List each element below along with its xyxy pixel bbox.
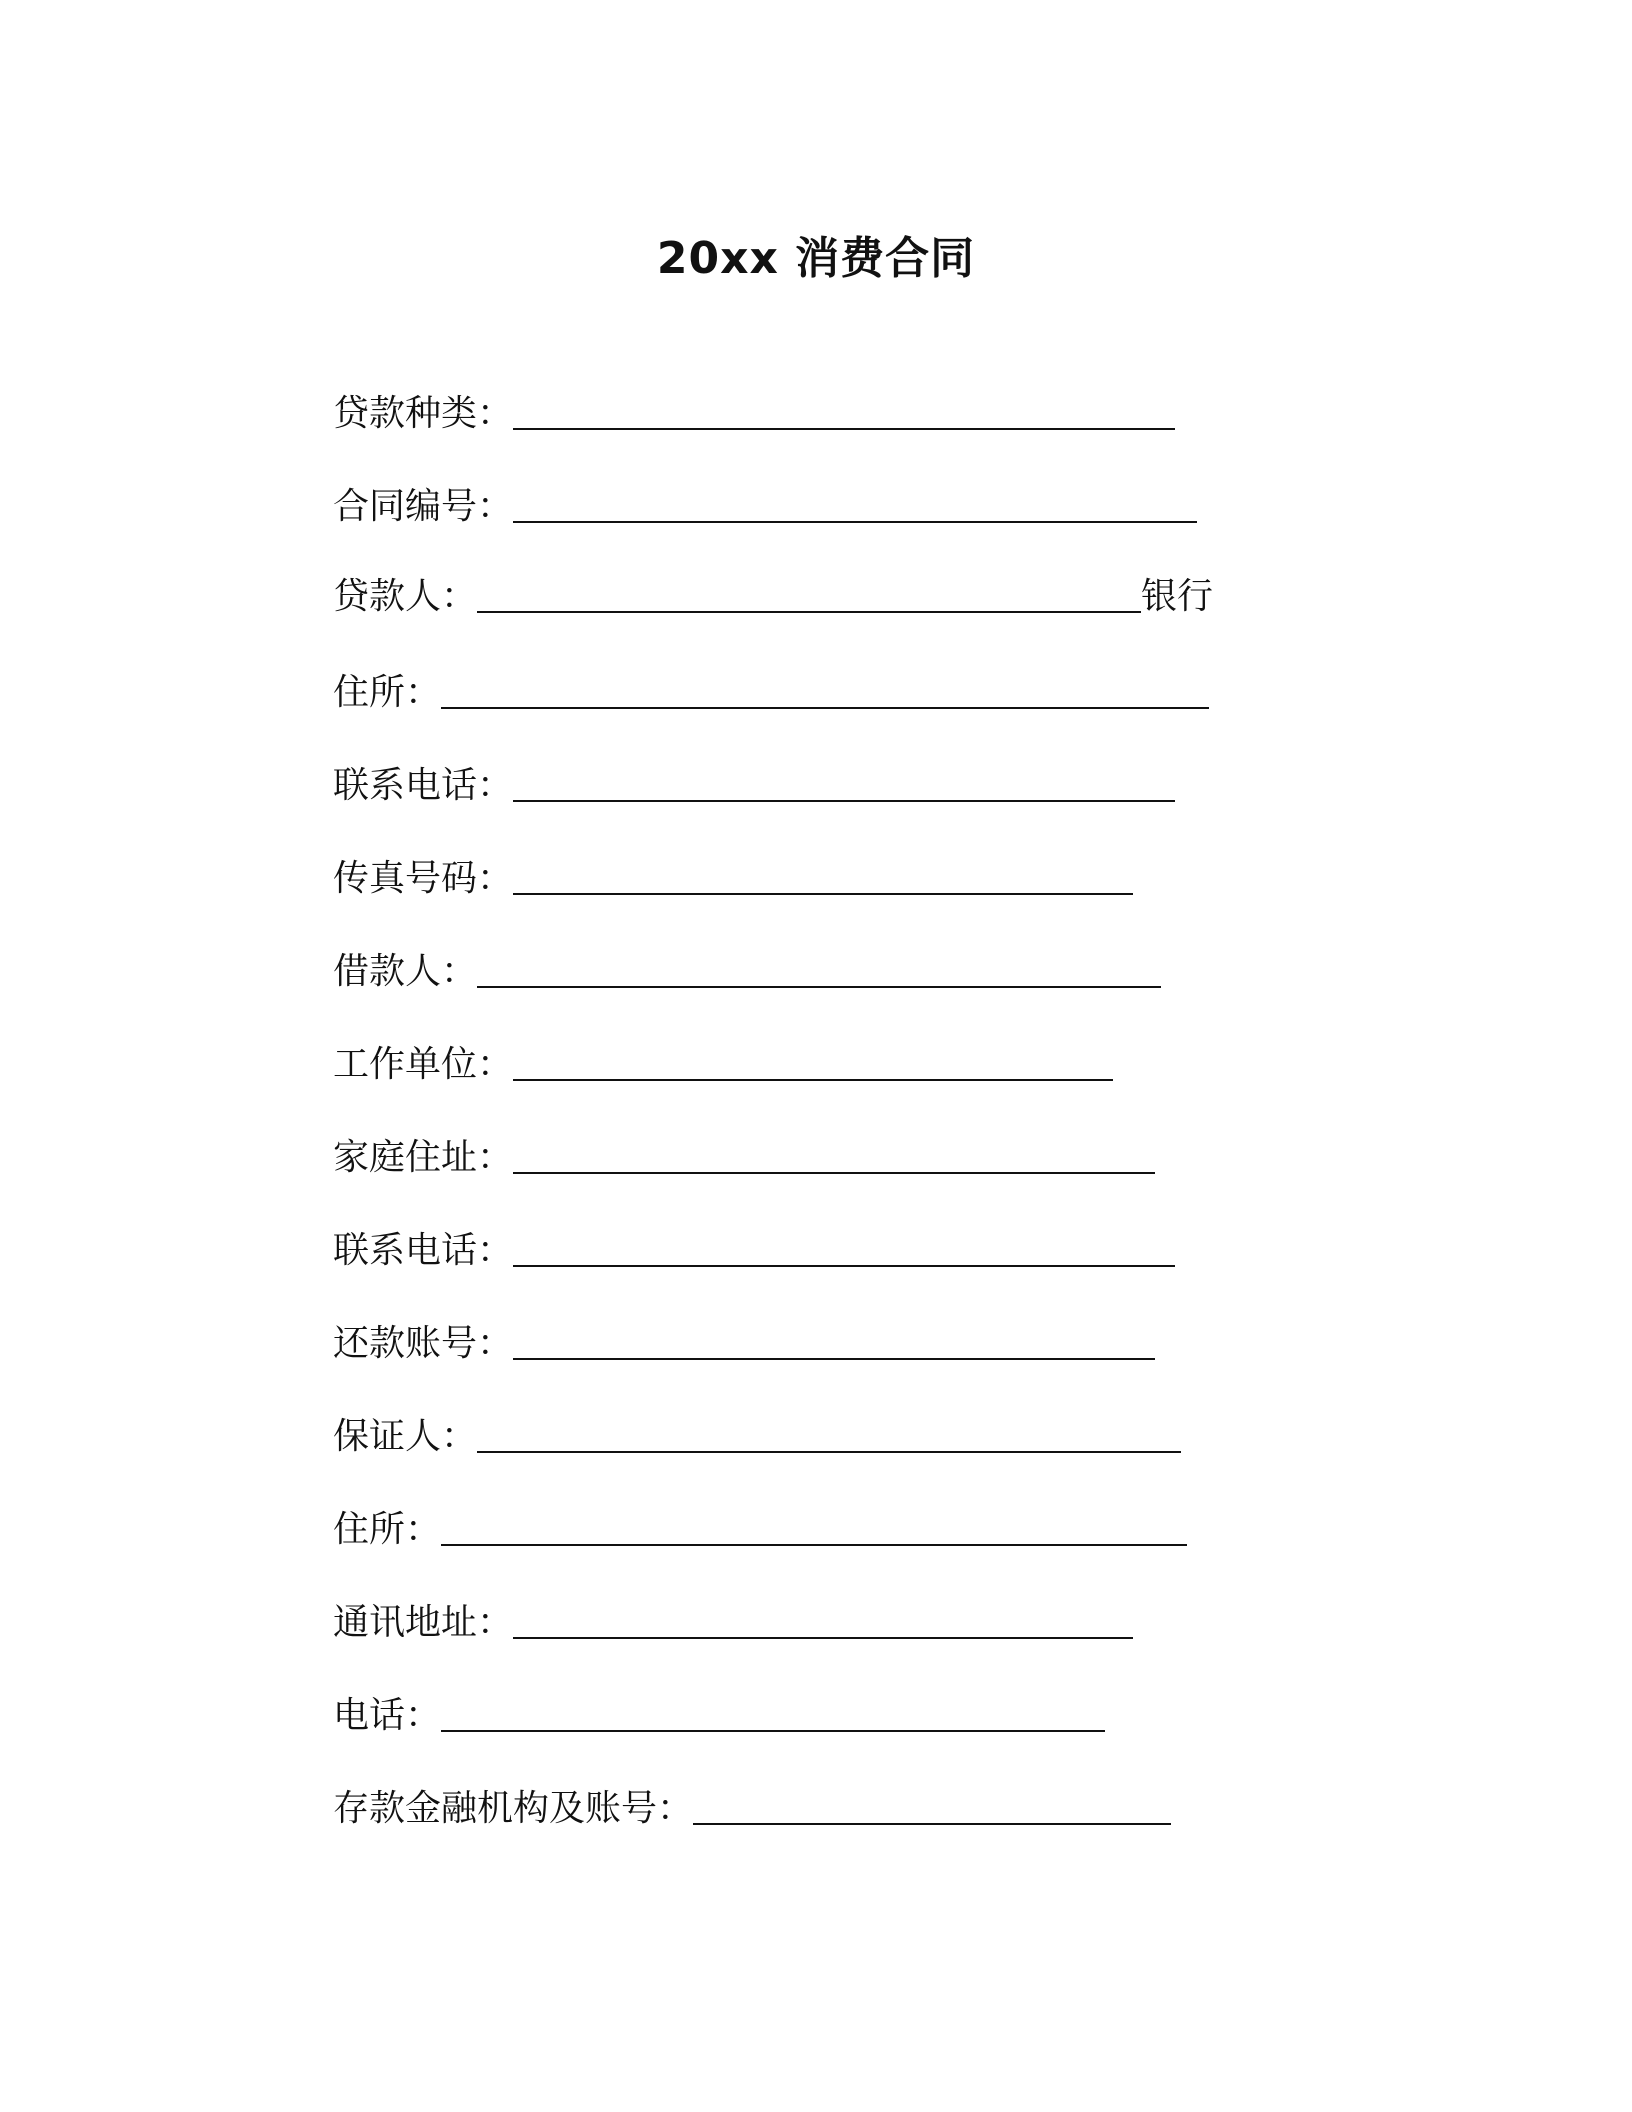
- field-label: 家庭住址：: [333, 1137, 514, 1178]
- field-deposit-institution-account: [333, 1781, 1171, 1831]
- fill-blank-line: [513, 428, 1175, 430]
- field-label: 住所：: [333, 1509, 442, 1550]
- field-label: 住所：: [333, 672, 442, 713]
- field-borrower-phone: [333, 1223, 1175, 1273]
- fill-blank-line: [513, 800, 1175, 802]
- fill-blank-line: [513, 1172, 1155, 1174]
- field-mailing-address: [333, 1595, 1133, 1645]
- field-label: 传真号码：: [333, 858, 514, 899]
- field-label: 存款金融机构及账号：: [333, 1788, 694, 1829]
- fill-blank-line: [441, 707, 1209, 709]
- field-borrower: [333, 944, 1161, 994]
- field-label: 联系电话：: [333, 1230, 514, 1271]
- fill-blank-line: [477, 986, 1161, 988]
- field-label: 工作单位：: [333, 1044, 514, 1085]
- field-repayment-account: [333, 1316, 1155, 1366]
- field-loan-type: [333, 386, 1175, 436]
- field-label: 贷款种类：: [333, 393, 514, 434]
- field-label: 电话：: [333, 1695, 442, 1736]
- field-fax-number: [333, 851, 1133, 901]
- fill-blank-line: [513, 1079, 1113, 1081]
- field-label: 借款人：: [333, 951, 478, 992]
- fill-blank-line: [513, 893, 1133, 895]
- fill-blank-line: [441, 1544, 1187, 1546]
- field-home-address: [333, 1130, 1155, 1180]
- field-label: 联系电话：: [333, 765, 514, 806]
- field-lender-phone: [333, 758, 1175, 808]
- field-label: 通讯地址：: [333, 1602, 514, 1643]
- field-contract-number: [333, 479, 1197, 529]
- field-lender: [333, 569, 1213, 619]
- field-guarantor: [333, 1409, 1181, 1459]
- fill-blank-line: [513, 1637, 1133, 1639]
- fill-blank-line: [441, 1730, 1105, 1732]
- page-title: 20xx 消费合同: [656, 233, 976, 284]
- fill-blank-line: [477, 611, 1141, 613]
- field-suffix-bank: 银行: [1141, 576, 1214, 617]
- fill-blank-line: [693, 1823, 1171, 1825]
- field-employer: [333, 1037, 1113, 1087]
- field-label: 保证人：: [333, 1416, 478, 1457]
- field-label: 合同编号：: [333, 486, 514, 527]
- fill-blank-line: [477, 1451, 1181, 1453]
- field-lender-address: [333, 665, 1209, 715]
- field-label: 贷款人：: [333, 576, 478, 617]
- field-label: 还款账号：: [333, 1323, 514, 1364]
- fill-blank-line: [513, 1265, 1175, 1267]
- fill-blank-line: [513, 521, 1197, 523]
- field-guarantor-address: [333, 1502, 1187, 1552]
- fill-blank-line: [513, 1358, 1155, 1360]
- field-guarantor-phone: [333, 1688, 1105, 1738]
